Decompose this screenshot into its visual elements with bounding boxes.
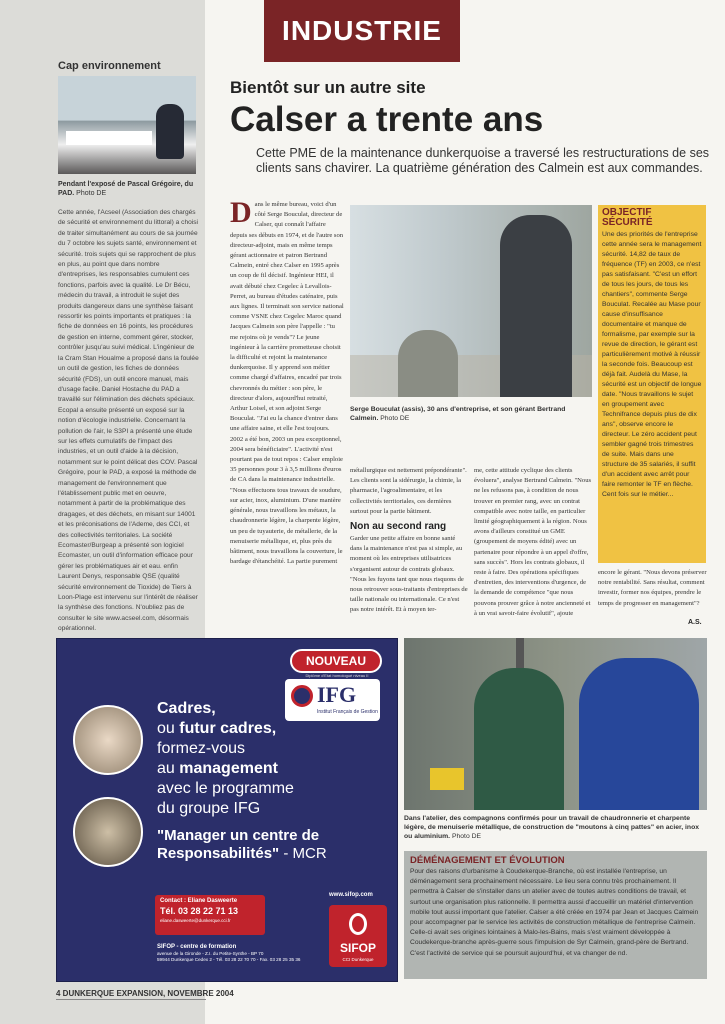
ad-program-title [157,827,395,863]
ifg-logo-text: IFG [317,682,357,707]
office-photo [350,205,592,397]
program-quote: "Manager un centre de Responsabilités" [157,827,320,862]
column-2-text-b: Garder une petite affaire en bonne santé dans la maintenance n'est pas si simple, au moment où les entreprises utilisatrices s'organisent autour de contrats globaux. "Nous les fuyons tant que nous risquons de nous retrouver sous-traitants d'entreprises de taille nationale ou internationale. Ce n'est pas notre intérêt. Et à moyen ter- [350,535,468,614]
author-signature: A.S. [688,619,702,626]
photo-credit: Photo DE [380,415,410,422]
relocation-box [404,851,707,979]
contact-email[interactable]: eliane.dasweerte@dunkerque.cci.fr [160,918,231,923]
column-1-text: ans le même bureau, voici d'un côté Serge Bouculat, directeur de Calser, qui connaît l'affaire depuis ses débuts en 1974, et de l'autre son directeur-adjoint, mais en même temps gérant actionnaire et patron Bertrand Calmein, entré chez Calser en 1995 après un coup de fil décisif. Ingénieur HEI, il avait débuté chez Cegelec à Levallois-Perret, au bureau d'études caténaire, puis aux lignes. Il terminait son service national comme VSNE chez Cegelec Maroc quand Jacques Calmein son père l'appelle : "tu me rejoins où je vends"? Le jeune ingénieur à la carrière prometteuse choisit la difficulté et rejoint la maintenance dunkerquoise. Il y apprend son métier comme chargé d'affaires, encadré par trois chevronnés du métier : son père, le directeur d'alors, aujourd'hui retraité, Arthur Loisel, et son adjoint Serge Bouculat. "J'ai eu la chance d'entrer dans une affaire saine, et elle l'est toujours. 2002 a été bon, 2003 un peu exceptionnel, 2004 sera bénéficiaire". L'activité n'est pourtant pas de tout repos : Calser emploie 35 personnes pour 3 à 3,5 millions d'euros de CA dans la maintenance industrielle. "Nous effectuons tous travaux de soudure, sur acier, inox, aluminium. D'une manière générale, nous travaillons les métaux, la chaudronnerie légère, la charpente légère, un peu de tuyauterie, de métallerie, de la menuiserie métallique, et, plus près du bâtiment, nous travaillons la couverture, le bardage d'étanchéité. La partie purement [230,201,344,566]
relocation-body: Pour des raisons d'urbanisme à Coudekerque-Branche, où est installée l'entreprise, un déménagement sera prochainement nécessaire. Le lieu sera connu très prochainement. Il permettra à Calser de s'installer dans un atelier avec de toutes autres conditions de travail, et surtout une organisation plus rationnelle. Il permettra aussi d'accueillir un matériel d'intervention mobile tout aussi important que l'atelier. Calser a été créée en 1974 par Jean et Jacques Calmein pour accompagner par le service les activités de construction métallique de l'entreprise Calmein. Celle-ci avait ses origines lointaines à Malo-les-Bains, mais s'est vraiment développée à Coudekerque-branche après-guerre sous l'impulsion de Syr Calmein, grand-père de Bertrand. C'est l'activité de service qui se poursuit aujourd'hui, et va changer de nd. [410,868,699,957]
ad-line-6: du groupe IFG [157,800,261,817]
ad-line-4-prefix: au [157,760,175,777]
photo-yellow-box [430,768,464,790]
nouveau-badge: NOUVEAU [290,649,382,673]
article-standfirst: Cette PME de la maintenance dunkerquoise a traversé les restructurations de ses clients sans chavirer. La quatrième génération des Calmein est aux commandes. [256,146,710,175]
sidebar-body: Une des priorités de l'entreprise cette année sera le management sécurité. 14,82 de taux de fréquence (TF) en 2003, ce n'est pas satisfaisant. "C'est un effort de tous les jours, de tous les chantiers", commente Serge Bouculat. Recalée au Mase pour cause d'insuffisance documentaire et manque de formalisme, par exemple sur la revue de direction, le gérant est particulièrement motivé à réussir la seconde fois. Beaucoup est déjà fait. Audelà du Mase, la sécurité est un objectif de longue date. "Nous travaillons le sujet en groupement avec Technifrance depuis plus de dix ans", observe encore le directeur. Le zéro accident peut sembler gagné trois trimestres de suite. Mais dans une structure de 35 salariés, il suffit d'un accident avec arrêt pour faire remonter le TF en flèche. Cent fois sur le métier... [602,231,702,498]
photo-speaker [156,104,184,159]
nouveau-badge-subtitle: Diplôme d'Etat homologué niveau II [305,673,369,678]
ad-line-5: avec le programme [157,780,294,797]
conference-photo [58,76,196,174]
caption-text: Serge Bouculat (assis), 30 ans d'entreprise, et son gérant Bertrand Calmein. [350,406,566,422]
footer-address: avenue de la Gironde - Z.I. du Petite-Synthe - BP 70 [157,950,264,956]
photo-desk [66,131,152,145]
ifg-advertisement[interactable] [56,638,398,982]
workshop-photo [404,638,707,810]
article-column-3: me, cette attitude cyclique des clients évoluera", analyse Bertrand Calmein. "Nous ne les refusons pas, à condition de nous trouver en premier rang, avec un contrat compatible avec notre taille, en particulier limité géographiquement à la région. Nous avons d'ailleurs constitué un GME (groupement de moyens édité) avec un partenaire pour répondre à un appel d'offre, sans succès". Hors les contrats globaux, il reste à faire. Des opérations spécifiques d'entretien, des interventions d'urgence, de la demande de compétence "que nous pouvons prouver grâce à notre ancienneté et à un vrai savoir-faire évolutif", ajoute [474,467,592,617]
ad-contact-box [155,895,265,935]
ad-line-3: formez-vous [157,740,246,757]
article-kicker: Bientôt sur un autre site [230,78,426,97]
photo-credit: Photo DE [76,190,107,197]
security-sidebar [598,205,706,563]
article-column-2 [350,466,468,618]
office-photo-caption [350,405,592,423]
sifop-logo [329,905,387,967]
ad-line-4 [157,759,278,779]
ad-line-2 [157,719,276,739]
sidebar-title: OBJECTIF SÉCURITÉ [602,207,653,228]
photo-seated-man [398,330,458,397]
article-title: Calser a trente ans [230,100,544,139]
footer-rule [56,999,206,1000]
sifop-logo-text: SIFOP [339,941,376,955]
article-column-4: encore le gérant. "Nous devons préserver notre rentabilité. Sans résultat, comment investir, former nos équipes, prendre le temps de progresser en management"? [598,569,707,607]
ad-line-4-bold: management [179,760,278,777]
subheading: Non au second rang [350,521,447,533]
ifg-logo-icon [291,685,313,707]
ad-line-2-prefix: ou [157,720,175,737]
ifg-logo-subtitle: Institut Français de Gestion [317,709,378,715]
ad-footer-address [157,944,327,964]
photo-worker-green [474,668,564,810]
page-footer: 4 DUNKERQUE EXPANSION, NOVEMBRE 2004 [56,989,234,998]
sifop-icon [349,913,367,935]
conference-photo-caption [58,180,203,198]
ad-website-link[interactable]: www.sifop.com [329,892,373,898]
ad-photo-1 [73,705,143,775]
drop-cap: D [230,196,252,229]
photo-standing-man [500,215,572,397]
article-column-1 [230,196,344,618]
program-acronym: - MCR [283,845,327,862]
workshop-photo-caption [404,814,707,841]
footer-org-name: SIFOP - centre de formation [157,944,237,950]
footer-phone: 59944 Dunkerque Cedex 2 - Tél. 03 28 22 70 70 - Fax. 03 28 25 35 36 [157,957,301,962]
column-2-text-a: métallurgique est nettement prépondérante". Les clients sont la sidérurgie, la chimie, la pharmacie, l'agroalimentaire, et les collectivités territoriales, ces dernières surtout pour la partie bâtiment. [350,467,467,515]
sifop-logo-subtitle: CCI Dunkerque [342,957,374,962]
ad-line-2-bold: futur cadres, [179,720,277,737]
ad-line-1: Cadres, [157,700,216,717]
contact-phone: Tél. 03 28 22 71 13 [160,906,239,916]
left-article-body: Cette année, l'Acseel (Association des chargés de sécurité et environnement du littoral) a choisi de traiter simultanément au cours de sa journée du 7 octobre les sujets santé, environnement et sécurité. trois sujets qui se rapprochent de plus en plus, au point que dans nombre d'entreprises, les responsables cumulent ces fonctions, parfois avec la qualité. Le Dr Bécu, médecin du travail, a introduit le sujet des produits dangereux dans une synthèse faisant ressortir les points importants et pratiques : la fiche de données en 16 points, les procédures de gestion en interne, comment gérer, stocker, contrôler jusqu'au suivi médical. L'ingénieur de la Cram Stan Houalme a proposé dans la foulée un outil de gestion, les fiches de données sécurité (FDS), un outil encore manuel, mais d'usage facile. Daniel Hostache du PAD a travaillé sur l'élimination des déchets spéciaux. Ecopal a ensuite présenté un exposé sur la notion d'écologie industrielle. Concernant la pollution de l'air, le S3PI a présenté une étude sur les effets cumulatifs de l'impact des industries, et un outil d'aide à la décision, notamment sur le point délicat des COV. Pascal Grégoire, pour le PAD, a exposé la méthode de management de l'environnement que l'établissement public met en oeuvre, notamment à partir de la problématique des dragages, et des déchets, en misant sur 14001 et les préconisations de l'Ademe, des CCI, et des collectivités territoriales. La société Ecomaster/Burgeap a présenté son logiciel Ecomaster, un outil d'information efficace pour gérer les problématiques air et eau. enfin Laurent Denys, responsable QSE (qualité sécurité environnement de Tioxide) de Tiers à Loon-Plage est intervenu sur l'intérêt de réaliser la synthèse des fonctions. N'oubliez pas de consulter le site www.acseel.com, désormais opérationnel. [58,209,199,633]
caption-text: Dans l'atelier, des compagnons confirmés pour un travail de chaudronnerie et charpente légère, de menuiserie métallique, de construction de "moutons à cinq pattes" en acier, inox ou aluminium. [404,815,700,840]
photo-worker-blue [579,658,699,810]
section-tag: INDUSTRIE [264,0,460,62]
caption-text: Pendant l'exposé de Pascal Grégoire, du PAD. [58,181,194,197]
ad-photo-2 [73,797,143,867]
contact-name: Contact : Eliane Dasweerte [160,898,238,904]
left-section-label: Cap environnement [58,60,161,72]
ifg-logo [285,679,380,721]
relocation-title: DÉMÉNAGEMENT ET ÉVOLUTION [410,855,565,866]
photo-credit: Photo DE [451,833,482,840]
